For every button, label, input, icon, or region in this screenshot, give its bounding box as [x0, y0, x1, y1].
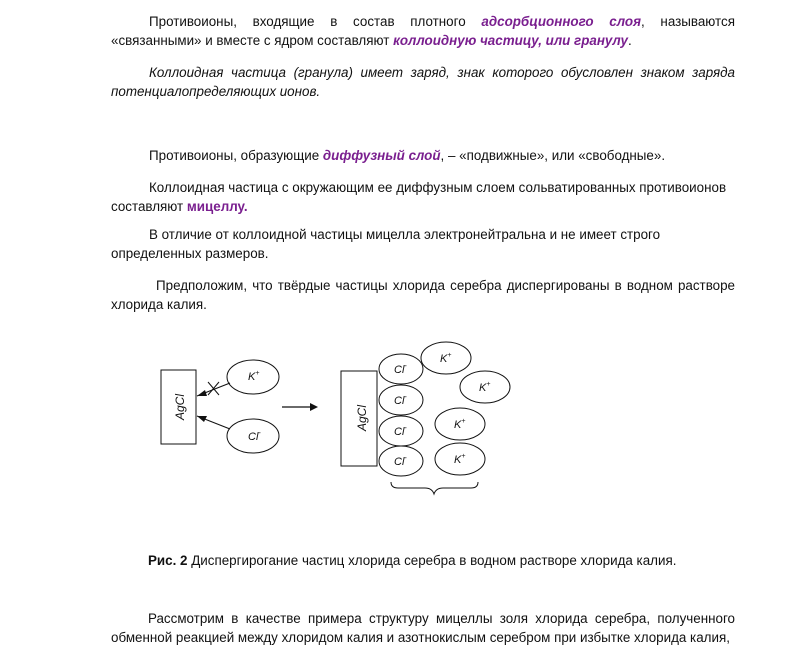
term-colloid-particle: коллоидную частицу, или гранулу — [393, 33, 628, 48]
paragraph-electroneutral: В отличие от коллоидной частицы мицелла электронейтральна и не имеет строго определенных размеров. — [111, 227, 661, 261]
adsorbed-cl-column — [379, 354, 423, 476]
svg-text:Cl-: Cl- — [394, 363, 407, 376]
paragraph-example: Рассмотрим в качестве примера структуру мицеллы золя хлорида серебра, полученного обменной реакцией между хлоридом калия и азотнокислым серебром при избытке хлорида калия, — [111, 611, 735, 645]
crystal-right-label: AgCl — [355, 404, 369, 432]
ion-k-left-label: K+ — [248, 370, 260, 383]
diffuse-k-ions — [421, 342, 510, 475]
crystal-left-label: AgCl — [173, 393, 187, 421]
svg-text:K+: K+ — [454, 453, 466, 466]
paragraph-counterions-bound: Противоионы, входящие в состав плотного адсорбционного слоя, называются «связанными» и вместе с ядром составляют коллоидную частицу, или гранулу. — [111, 14, 735, 48]
term-adsorption-layer: адсорбционного слоя — [481, 14, 641, 29]
arrow-cl-head — [197, 416, 207, 422]
svg-text:K+: K+ — [440, 352, 452, 365]
paragraph-diffuse-layer: Противоионы, образующие диффузный слой, – «подвижные», или «свободные». — [149, 148, 666, 163]
ion-cl-left-label: Cl- — [248, 430, 261, 443]
svg-text:K+: K+ — [454, 418, 466, 431]
arrow-k-head — [197, 390, 207, 396]
paragraph-suppose: Предположим, что твёрдые частицы хлорида серебра диспергированы в водном растворе хлорида калия. — [111, 278, 735, 312]
svg-text:Cl-: Cl- — [394, 425, 407, 438]
paragraph-granule-charge: Коллоидная частица (гранула) имеет заряд, знак которого обусловлен знаком заряда потенциалопределяющих ионов. — [111, 65, 735, 99]
term-micelle: мицеллу. — [186, 199, 248, 214]
svg-text:Cl-: Cl- — [394, 455, 407, 468]
svg-text:Cl-: Cl- — [394, 394, 407, 407]
diffuse-layer-brace — [391, 482, 478, 494]
term-diffuse-layer: диффузный слой — [322, 148, 441, 163]
paragraph-micelle: Коллоидная частица с окружающим ее диффузным слоем сольватированных противоионов составляют мицеллу. — [111, 180, 727, 214]
svg-text:K+: K+ — [479, 381, 491, 394]
figure-caption: Рис. 2 Диспергирогание частиц хлорида серебра в водном растворе хлорида калия. — [148, 553, 677, 568]
